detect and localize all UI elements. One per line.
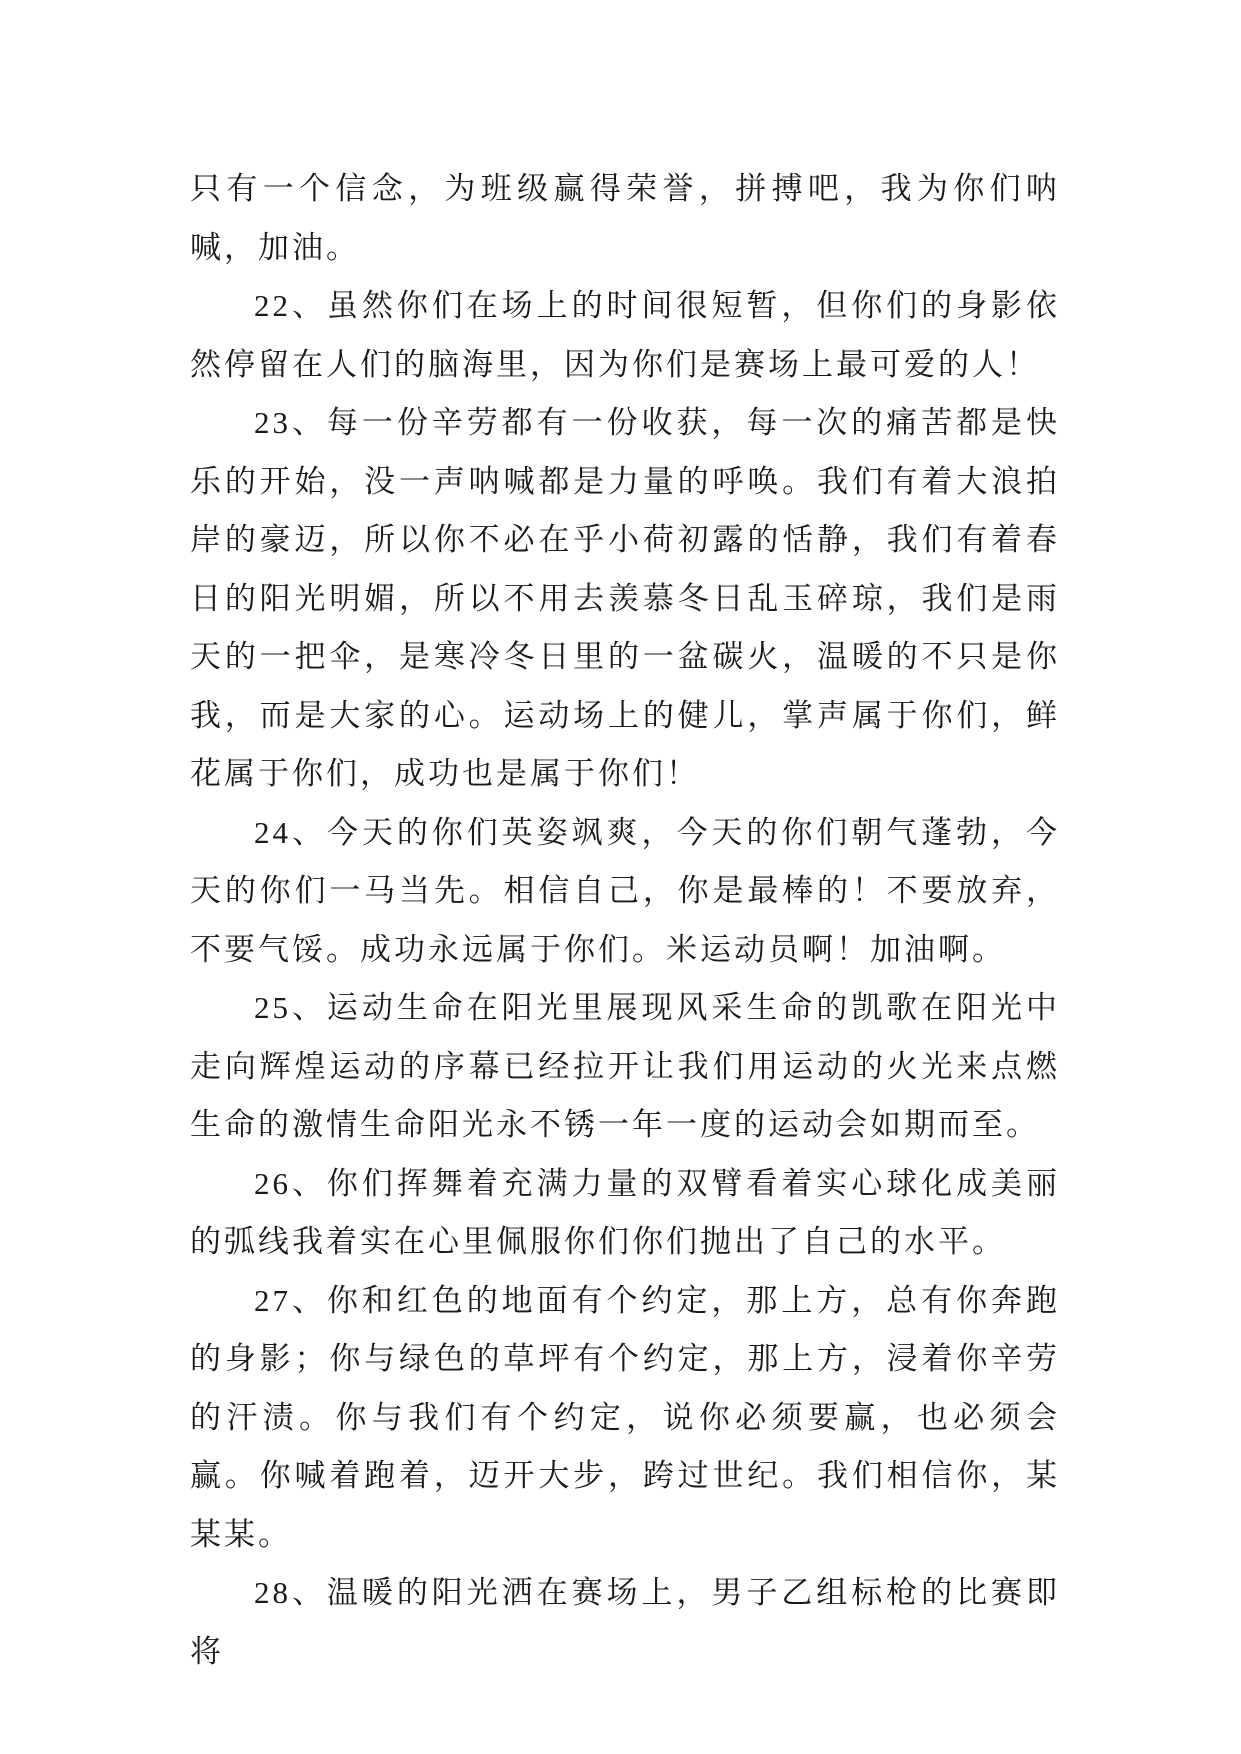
paragraph-text: 、你和红色的地面有个约定，那上方，总有你奔跑的身影；你与绿色的草坪有个约定，那上方，浸着你辛劳的汗渍。你与我们有个约定，说你必须要赢，也必须会赢。你喊着跑着，迈开大步，跨过世纪。我们相信你，某某某。 [190, 1282, 1060, 1553]
paragraph-text: 只有一个信念，为班级赢得荣誉，拼搏吧，我为你们呐喊，加油。 [190, 171, 1060, 266]
paragraph-number: 28 [254, 1575, 291, 1610]
paragraph-22 [190, 277, 1060, 394]
paragraph-26 [190, 1155, 1060, 1272]
paragraph-text: 、运动生命在阳光里展现风采生命的凯歌在阳光中走向辉煌运动的序幕已经拉开让我们用运动的火光来点燃生命的激情生命阳光永不锈一年一度的运动会如期而至。 [190, 990, 1060, 1143]
paragraph-number: 23 [254, 405, 291, 440]
paragraph-25 [190, 979, 1060, 1155]
paragraph-27 [190, 1272, 1060, 1565]
paragraph-text: 、每一份辛劳都有一份收获，每一次的痛苦都是快乐的开始，没一声呐喊都是力量的呼唤。我们有着大浪拍岸的豪迈，所以你不必在乎小荷初露的恬静，我们有着春日的阳光明媚，所以不用去羡慕冬日乱玉碎琼，我们是雨天的一把伞，是寒冷冬日里的一盆碳火，温暖的不只是你我，而是大家的心。运动场上的健儿，掌声属于你们，鲜花属于你们，成功也是属于你们！ [190, 405, 1060, 792]
paragraph-number: 26 [254, 1165, 291, 1201]
paragraph-text: 、虽然你们在场上的时间很短暂，但你们的身影依然停留在人们的脑海里，因为你们是赛场上最可爱的人！ [190, 288, 1060, 383]
paragraph-text: 、你们挥舞着充满力量的双臂看着实心球化成美丽的弧线我着实在心里佩服你们你们抛出了自己的水平。 [190, 1165, 1060, 1260]
paragraph-24 [190, 804, 1060, 980]
paragraph-23 [190, 394, 1060, 804]
paragraph-28 [190, 1564, 1060, 1681]
paragraph-number: 25 [254, 990, 291, 1025]
paragraph-number: 24 [254, 814, 291, 850]
paragraph-number: 27 [254, 1282, 291, 1318]
paragraph-continued [190, 160, 1060, 277]
paragraph-text: 、今天的你们英姿飒爽，今天的你们朝气蓬勃，今天的你们一马当先。相信自己，你是最棒的！不要放弃，不要气馁。成功永远属于你们。米运动员啊！加油啊。 [190, 814, 1060, 968]
paragraph-text: 、温暖的阳光洒在赛场上，男子乙组标枪的比赛即将 [190, 1575, 1060, 1670]
document-body [190, 160, 1060, 1681]
paragraph-number: 22 [254, 288, 291, 323]
